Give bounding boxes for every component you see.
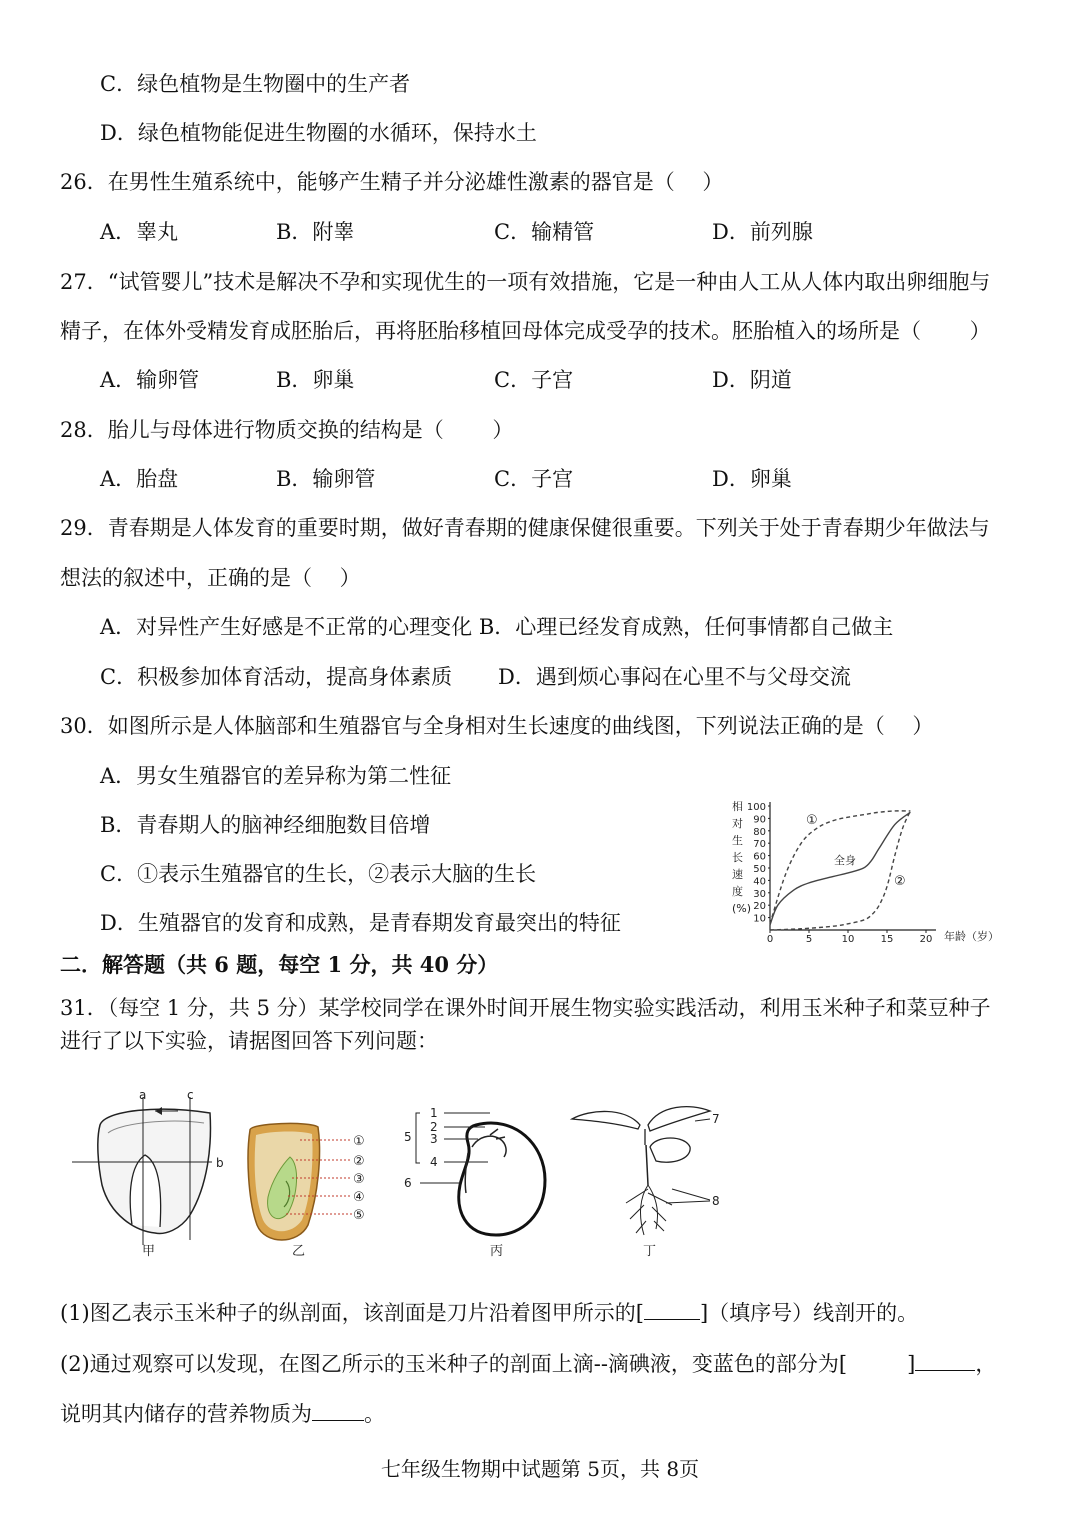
figure-yi bbox=[248, 1123, 365, 1259]
y-tick-label: 60 bbox=[753, 851, 766, 863]
q28-stem: 28．胎儿与母体进行物质交换的结构是（ ） bbox=[60, 418, 514, 442]
line-label-b: b bbox=[216, 1156, 224, 1170]
q31-part2 bbox=[60, 1350, 996, 1378]
series-label-1: ① bbox=[806, 813, 818, 828]
q31-part2-line2 bbox=[60, 1400, 385, 1428]
y-tick-label: 90 bbox=[753, 814, 766, 826]
x-tick-label: 10 bbox=[841, 934, 855, 945]
y-tick-label: 30 bbox=[753, 888, 766, 900]
q31-part2-blank-1[interactable] bbox=[915, 1350, 975, 1371]
q27-option-b: B．卵巢 bbox=[276, 368, 355, 392]
bing-mark-5: 5 bbox=[404, 1130, 412, 1144]
x-axis-label: 年龄（岁） bbox=[944, 930, 999, 943]
bing-mark-6: 6 bbox=[404, 1176, 412, 1190]
x-tick-label: 5 bbox=[805, 934, 813, 945]
y-tick-label: 70 bbox=[753, 839, 766, 851]
q29-line1: 29．青春期是人体发育的重要时期，做好青春期的健康保健很重要。下列关于处于青春期少年做法与 bbox=[60, 516, 990, 540]
ding-mark-7: 7 bbox=[712, 1112, 720, 1126]
y-axis-label-char: 速 bbox=[732, 868, 743, 881]
q30-stem: 30．如图所示是人体脑部和生殖器官与全身相对生长速度的曲线图，下列说法正确的是（ ） bbox=[60, 714, 934, 738]
q28-option-b: B．输卵管 bbox=[276, 467, 376, 491]
q31-part2-end: 。 bbox=[364, 1402, 385, 1426]
y-tick-label: 20 bbox=[753, 901, 766, 913]
figure-ding bbox=[572, 1107, 720, 1259]
figure-label-jia: 甲 bbox=[142, 1244, 156, 1259]
y-axis-label-char: (%) bbox=[732, 902, 752, 915]
line-label-a: a bbox=[139, 1088, 147, 1102]
yi-mark-4: ④ bbox=[353, 1190, 365, 1205]
figure-label-yi: 乙 bbox=[292, 1244, 306, 1259]
series-line-0 bbox=[770, 811, 910, 924]
figure-label-ding: 丁 bbox=[643, 1244, 657, 1259]
yi-mark-2: ② bbox=[353, 1154, 365, 1169]
series-label-2: ② bbox=[894, 874, 906, 889]
y-axis-label-char: 生 bbox=[732, 834, 743, 847]
q26-option-c: C．输精管 bbox=[494, 220, 595, 244]
q31-part2-line2-text: 说明其内储存的营养物质为 bbox=[60, 1402, 312, 1426]
seed-figures bbox=[60, 1085, 740, 1265]
q30-option-c: C．①表示生殖器官的生长，②表示大脑的生长 bbox=[100, 862, 537, 886]
q29-option-c: C．积极参加体育活动，提高身体素质 bbox=[100, 665, 453, 689]
q27-option-c: C．子宫 bbox=[494, 368, 574, 392]
q31-part1-text-b: ]（填序号）线剖开的。 bbox=[699, 1301, 919, 1325]
q30-option-a: A．男女生殖器官的差异称为第二性征 bbox=[100, 764, 452, 788]
q28-option-d: D．卵巢 bbox=[712, 467, 792, 491]
q28-option-c: C．子宫 bbox=[494, 467, 574, 491]
q31-part1 bbox=[60, 1299, 918, 1327]
y-tick-label: 10 bbox=[753, 913, 766, 925]
figure-label-bing: 丙 bbox=[490, 1244, 504, 1259]
q26-option-b: B．附睾 bbox=[276, 220, 355, 244]
y-axis-label-char: 长 bbox=[732, 851, 743, 864]
q31-part1-text-a: (1)图乙表示玉米种子的纵剖面，该剖面是刀片沿着图甲所示的[ bbox=[60, 1301, 644, 1325]
line-label-c: c bbox=[187, 1088, 194, 1102]
q30-option-d: D．生殖器官的发育和成熟，是青春期发育最突出的特征 bbox=[100, 911, 621, 935]
q26-stem: 26．在男性生殖系统中，能够产生精子并分泌雄性激素的器官是（ ） bbox=[60, 170, 724, 194]
ding-mark-8: 8 bbox=[712, 1194, 720, 1208]
y-tick-label: 100 bbox=[746, 802, 766, 813]
q29-options-ab: A．对异性产生好感是不正常的心理变化 B．心理已经发育成熟，任何事情都自己做主 bbox=[100, 615, 894, 639]
x-tick-label: 15 bbox=[880, 934, 894, 945]
q31-line2: 进行了以下实验，请据图回答下列问题： bbox=[60, 1029, 438, 1053]
growth-rate-chart bbox=[722, 790, 1022, 950]
yi-mark-3: ③ bbox=[353, 1172, 365, 1187]
series-label-body: 全身 bbox=[834, 854, 856, 867]
figure-jia bbox=[72, 1088, 224, 1259]
q27-option-a: A．输卵管 bbox=[100, 368, 200, 392]
bing-mark-4: 4 bbox=[430, 1155, 438, 1169]
page-footer: 七年级生物期中试题第 5页，共 8页 bbox=[380, 1457, 700, 1481]
y-axis-label-char: 对 bbox=[732, 817, 743, 830]
series-line-2 bbox=[770, 811, 910, 930]
q26-option-d: D．前列腺 bbox=[712, 220, 813, 244]
x-tick-label: 20 bbox=[919, 934, 933, 945]
q29-option-d: D．遇到烦心事闷在心里不与父母交流 bbox=[498, 665, 851, 689]
yi-mark-5: ⑤ bbox=[353, 1208, 365, 1223]
y-tick-label: 50 bbox=[753, 864, 766, 875]
x-tick-label: 0 bbox=[766, 934, 774, 945]
q31-part2-blank-2[interactable] bbox=[312, 1400, 364, 1421]
bing-mark-1: 1 bbox=[430, 1106, 438, 1120]
q25-option-c: C．绿色植物是生物圈中的生产者 bbox=[100, 72, 411, 96]
q28-option-a: A．胎盘 bbox=[100, 467, 179, 491]
q31-part2-text-c: ， bbox=[975, 1352, 997, 1376]
series-line-1 bbox=[770, 812, 910, 925]
q31-part1-blank[interactable] bbox=[644, 1299, 700, 1320]
section2-title: 二．解答题（共 6 题，每空 1 分，共 40 分） bbox=[60, 952, 499, 977]
q31-line1: 31．（每空 1 分，共 5 分）某学校同学在课外时间开展生物实验实践活动，利用玉米种子和菜豆种子 bbox=[60, 996, 991, 1020]
figure-bing bbox=[404, 1106, 545, 1259]
q27-line1: 27．“试管婴儿”技术是解决不孕和实现优生的一项有效措施，它是一种由人工从人体内取出卵细胞与 bbox=[60, 270, 991, 294]
q25-option-d: D．绿色植物能促进生物圈的水循环，保持水土 bbox=[100, 121, 537, 145]
q27-option-d: D．阴道 bbox=[712, 368, 792, 392]
bing-mark-2: 2 bbox=[430, 1120, 438, 1134]
q31-part2-text-a: (2)通过观察可以发现，在图乙所示的玉米种子的剖面上滴--滴碘液，变蓝色的部分为[ bbox=[60, 1352, 848, 1376]
q26-option-a: A．睾丸 bbox=[100, 220, 179, 244]
y-axis-label-char: 相 bbox=[732, 800, 743, 813]
q27-line2: 精子，在体外受精发育成胚胎后，再将胚胎移植回母体完成受孕的技术。胚胎植入的场所是（ ） bbox=[60, 319, 991, 343]
q30-option-b: B．青春期人的脑神经细胞数目倍增 bbox=[100, 813, 431, 837]
y-tick-label: 80 bbox=[753, 826, 766, 838]
y-axis-label-char: 度 bbox=[732, 885, 743, 898]
yi-mark-1: ① bbox=[353, 1134, 365, 1149]
bing-mark-3: 3 bbox=[430, 1132, 438, 1146]
y-tick-label: 40 bbox=[753, 876, 766, 888]
q29-line2: 想法的叙述中，正确的是（ ） bbox=[60, 566, 361, 590]
q31-part2-text-b: ] bbox=[907, 1352, 916, 1376]
